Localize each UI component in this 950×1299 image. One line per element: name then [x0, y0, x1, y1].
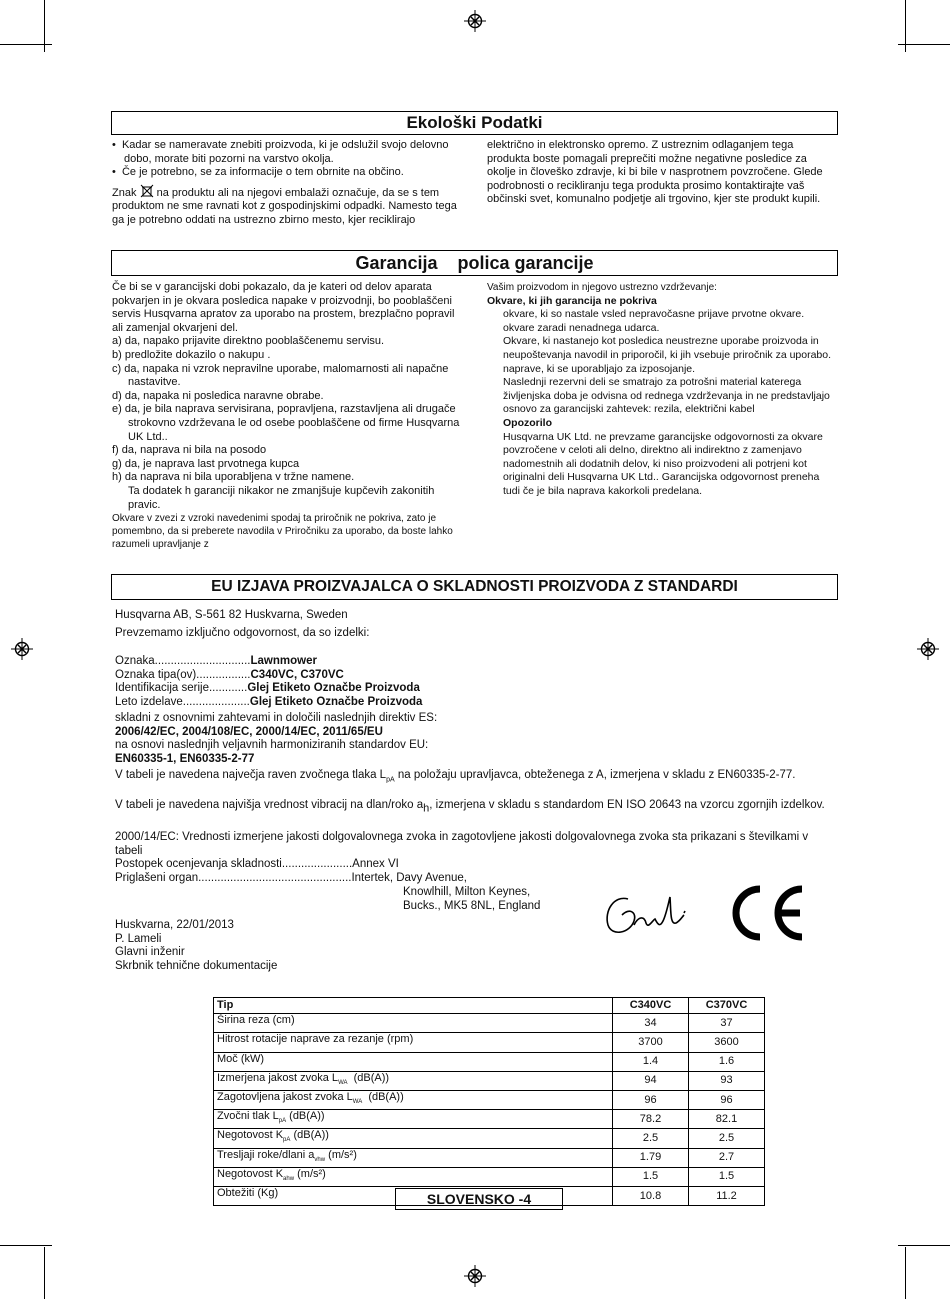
eu-address: Husqvarna AB, S-561 82 Huskvarna, Sweden — [115, 609, 348, 621]
c340vc-value: 10.8 — [613, 1186, 689, 1205]
row-label: Zvočni tlak $L_{pA}$ (dB(A)) — [214, 1110, 613, 1129]
c370vc-value: 96 — [689, 1091, 765, 1110]
eu-field: Leto izdelave.....................Glej Etiketo Označbe Proizvoda — [115, 695, 423, 708]
guarantee-addendum: Ta dodatek h garanciji nikakor ne zmanjšuje kupčevih zakonitih pravic. — [128, 484, 435, 511]
table-header-row — [214, 998, 765, 1014]
c370vc-value: 3600 — [689, 1033, 765, 1052]
signatory-role: Skrbnik tehnične dokumentacije — [115, 959, 278, 972]
row-label: Zagotovljena jakost zvoka $L_{WA}$ (dB(A)) — [214, 1091, 613, 1110]
c340vc-value: 34 — [613, 1014, 689, 1033]
c370vc-value: 82.1 — [689, 1110, 765, 1129]
not-covered-title: Okvare, ki jih garancija ne pokriva — [487, 294, 657, 307]
guarantee-condition: f) da, naprava ni bila na posodo — [112, 444, 267, 457]
table-header-cell: Tip — [214, 998, 613, 1014]
eco-bullet: • Če je potrebno, se za informacije o tem obrnite na občino. — [112, 166, 404, 179]
signatory-role: Glavni inženir — [115, 946, 185, 958]
c370vc-value: 37 — [689, 1014, 765, 1033]
table-row — [214, 1052, 765, 1071]
eco-section-title: Ekološki Podatki — [111, 111, 838, 135]
eu-field: Identifikacija serije............Glej Etiketo Označbe Proizvoda — [115, 682, 420, 694]
not-covered-item: okvare, ki so nastale vsled nepravočasne prijave prvotne okvare. — [503, 308, 805, 321]
table-row — [214, 1071, 765, 1090]
not-covered-item: Okvare, ki nastanejo kot posledica neustrezne uporabe proizvoda in neupoštevanja navodil in priporočil, ki jih vsebuje priročnik za uporabo. — [503, 335, 832, 361]
row-label: Izmerjena jakost zvoka $L_{WA}$ (dB(A)) — [214, 1071, 613, 1090]
guarantee-intro: Če bi se v garancijski dobi pokazalo, da je kateri od delov aparata pokvarjen in je okvara posledica napake v proizvodnji, bo pooblaščeni servis Husqvarna apratov za uporabo na prostem, brezplačno popravil ali zamenjal okvarjeni del. — [112, 281, 455, 334]
crossed-bin-icon — [140, 184, 154, 198]
eu-directives-block — [115, 712, 837, 766]
c370vc-value: 93 — [689, 1071, 765, 1090]
registration-mark-icon — [464, 10, 486, 32]
table-row — [214, 1148, 765, 1167]
not-covered-item: okvare zaradi nenadnega udarca. — [503, 321, 660, 334]
c370vc-value: 2.5 — [689, 1129, 765, 1148]
c340vc-value: 2.5 — [613, 1129, 689, 1148]
crop-mark — [44, 1247, 45, 1299]
eu-standards: EN60335-1, EN60335-2-77 — [115, 752, 255, 765]
registration-mark-icon — [464, 1265, 486, 1287]
c340vc-value: 94 — [613, 1071, 689, 1090]
not-covered-item: naprave, ki se uporabljajo za izposojanje. — [503, 362, 696, 375]
table-row — [214, 1014, 765, 1033]
eu-notified-body-line: Knowlhill, Milton Keynes, — [403, 886, 531, 898]
eu-section-title: EU IZJAVA PROIZVAJALCA O SKLADNOSTI PROIZVODA Z STANDARDI — [111, 574, 838, 600]
eco-left-column — [112, 139, 464, 228]
guarantee-condition: e) da, je bila naprava servisirana, popravljena, razstavljena ali drugače strokovno vzdrževana le od osebe pooblaščene od firme Husqvarna UK Ltd.. — [112, 403, 460, 443]
ce-mark-icon — [724, 883, 808, 943]
guarantee-left-column — [112, 281, 464, 551]
c340vc-value: 1.79 — [613, 1148, 689, 1167]
c370vc-value: 1.5 — [689, 1167, 765, 1186]
eco-right-text: električno in elektronsko opremo. Z ustreznim odlaganjem tega produkta boste pomagali preprečiti možne negativne posledice za okolje in človeško zdravje, ki bi bile v nasprotnem povzročene. Glede podrobnosti o recikliranju tega produkta prosimo kontaktirajte vaš občinski svet, komunalno podjetje ali trgovino, kjer ste produkt kupili. — [487, 139, 823, 206]
guarantee-right-intro: Vašim proizvodom in njegovo ustrezno vzdrževanje: — [487, 282, 717, 293]
guarantee-section-title: Garancija polica garancije — [111, 250, 838, 276]
eu-directives-intro: skladni z osnovnimi zahtevami in določili naslednjih direktiv ES: — [115, 712, 438, 724]
eco-symbol-text: Znak na produktu ali na njegovi embalaži označuje, da se s tem produktom ne sme ravnati kot z gospodinjskimi odpadki. Namesto tega ga je potrebno oddati na ustrezno zbirno mesto, kjer reciklirajo — [112, 184, 464, 228]
row-label: Negotovost $K_{ahw}$ (m/s²) — [214, 1167, 613, 1186]
crop-mark — [898, 1245, 950, 1246]
table-row — [214, 1091, 765, 1110]
guarantee-condition: h) da naprava ni bila uporabljena v tržne namene. — [112, 471, 355, 484]
eu-field: Oznaka tipa(ov).................C340VC, C370VC — [115, 668, 344, 681]
c340vc-value: 1.4 — [613, 1052, 689, 1071]
registration-mark-icon — [917, 638, 939, 660]
guarantee-condition: c) da, napaka ni vzrok nepravilne uporabe, malomarnosti ali napačne nastavitve. — [112, 362, 449, 389]
crop-mark — [898, 44, 950, 45]
c370vc-value: 2.7 — [689, 1148, 765, 1167]
guarantee-condition: b) predložite dokazilo o nakupu . — [112, 348, 271, 361]
warning-text: Husqvarna UK Ltd. ne prevzame garancijske odgovornosti za okvare povzročene v celoti ali delno, direktno ali indirektno z zamenjavo nadomestnih ali dodatnih delov, ki niso proizvodeni ali potrjeni kot originalni deli Husqvarna UK Ltd.. Garancijska odgovornost preneha tudi če je bila naprava kakorkoli predelana. — [503, 430, 823, 497]
specification-table — [213, 997, 765, 1206]
not-covered-item: Naslednji rezervni deli se smatrajo za potrošni material katerega življenjska doba je odvisna od rednega vzdrževanja in ne predstavljajo osnovo za garancijski zahtevek: rezila, električni kabel — [503, 376, 830, 416]
guarantee-condition: d) da, napaka ni posledica naravne obrabe. — [112, 389, 324, 402]
table-header-cell: C340VC — [613, 998, 689, 1014]
row-label: Obtežiti (Kg) — [214, 1186, 613, 1205]
guarantee-condition: a) da, napako prijavite direktno pooblaščenemu servisu. — [112, 335, 385, 348]
eco-right-column — [487, 139, 837, 207]
registration-mark-icon — [11, 638, 33, 660]
table-header-cell: C370VC — [689, 998, 765, 1014]
guarantee-manual-note: Okvare v zvezi z vzroki navedenimi spodaj ta priročnik ne pokriva, zato je pomembno, da si preberete navodila v Priročniku za uporabo, da boste lahko razumeli upravljanje z — [112, 513, 453, 551]
table-row — [214, 1129, 765, 1148]
eu-vibration-note: V tabeli je navedena najvišja vrednost vibracij na dlan/roko $a_h$, izmerjena v skladu s standardom EN ISO 20643 na vzorcu zgornjih izdelkov. — [115, 799, 825, 815]
eu-noise-note: 2000/14/EC: Vrednosti izmerjene jakosti dolgovalovnega zvoka in zagotovljene jakosti dolgovalovnega zvoka sta prikazani s številkami v tabeli — [115, 831, 809, 857]
place-date: Huskvarna, 22/01/2013 — [115, 919, 234, 931]
eu-notified-body-line: Bucks., MK5 8NL, England — [403, 900, 541, 912]
table-row — [214, 1167, 765, 1186]
row-label: Negotovost $K_{pA}$ (dB(A)) — [214, 1129, 613, 1148]
table-row — [214, 1110, 765, 1129]
crop-mark — [0, 1245, 52, 1246]
guarantee-condition: g) da, je naprava last prvotnega kupca — [112, 457, 300, 470]
crop-mark — [0, 44, 52, 45]
crop-mark — [905, 1247, 906, 1299]
eu-standards-intro: na osnovi naslednjih veljavnih harmoniziranih standardov EU: — [115, 739, 429, 751]
eco-bullet: • Kadar se nameravate znebiti proizvoda, ki je odslužil svojo delovno dobo, morate biti pozorni na varstvo okolja. — [112, 139, 449, 165]
row-label: Tresljaji roke/dlani $a_{vhw}$ (m/s²) — [214, 1148, 613, 1167]
eu-notified-body: Priglašeni organ................................................Intertek, Davy Avenue, — [115, 872, 467, 884]
c340vc-value: 78.2 — [613, 1110, 689, 1129]
table-row — [214, 1033, 765, 1052]
eu-field: Oznaka..............................Lawnmower — [115, 655, 317, 667]
row-label: Hitrost rotacije naprave za rezanje (rpm) — [214, 1033, 613, 1052]
c370vc-value: 1.6 — [689, 1052, 765, 1071]
page-footer-label: SLOVENSKO -4 — [395, 1188, 563, 1210]
warning-title: Opozorilo — [503, 416, 552, 429]
eu-product-fields — [115, 655, 837, 709]
handwritten-signature — [600, 885, 695, 943]
eu-responsibility: Prevzemamo izključno odgovornost, da so izdelki: — [115, 627, 370, 639]
c340vc-value: 96 — [613, 1091, 689, 1110]
eu-procedure: Postopek ocenjevanja skladnosti......................Annex VI — [115, 858, 399, 870]
guarantee-right-column — [487, 281, 837, 499]
c340vc-value: 1.5 — [613, 1167, 689, 1186]
c340vc-value: 3700 — [613, 1033, 689, 1052]
signatory-name: P. Lameli — [115, 932, 162, 945]
eu-sound-note: V tabeli je navedena največja raven zvočnega tlaka $L_{pA}$ na položaju upravljavca, obteženega z A, izmerjena v skladu z EN60335-2-77. — [115, 769, 796, 784]
c370vc-value: 11.2 — [689, 1186, 765, 1205]
eu-directives: 2006/42/EC, 2004/108/EC, 2000/14/EC, 2011/65/EU — [115, 725, 383, 738]
row-label: Moč (kW) — [214, 1052, 613, 1071]
row-label: Širina reza (cm) — [214, 1014, 613, 1033]
